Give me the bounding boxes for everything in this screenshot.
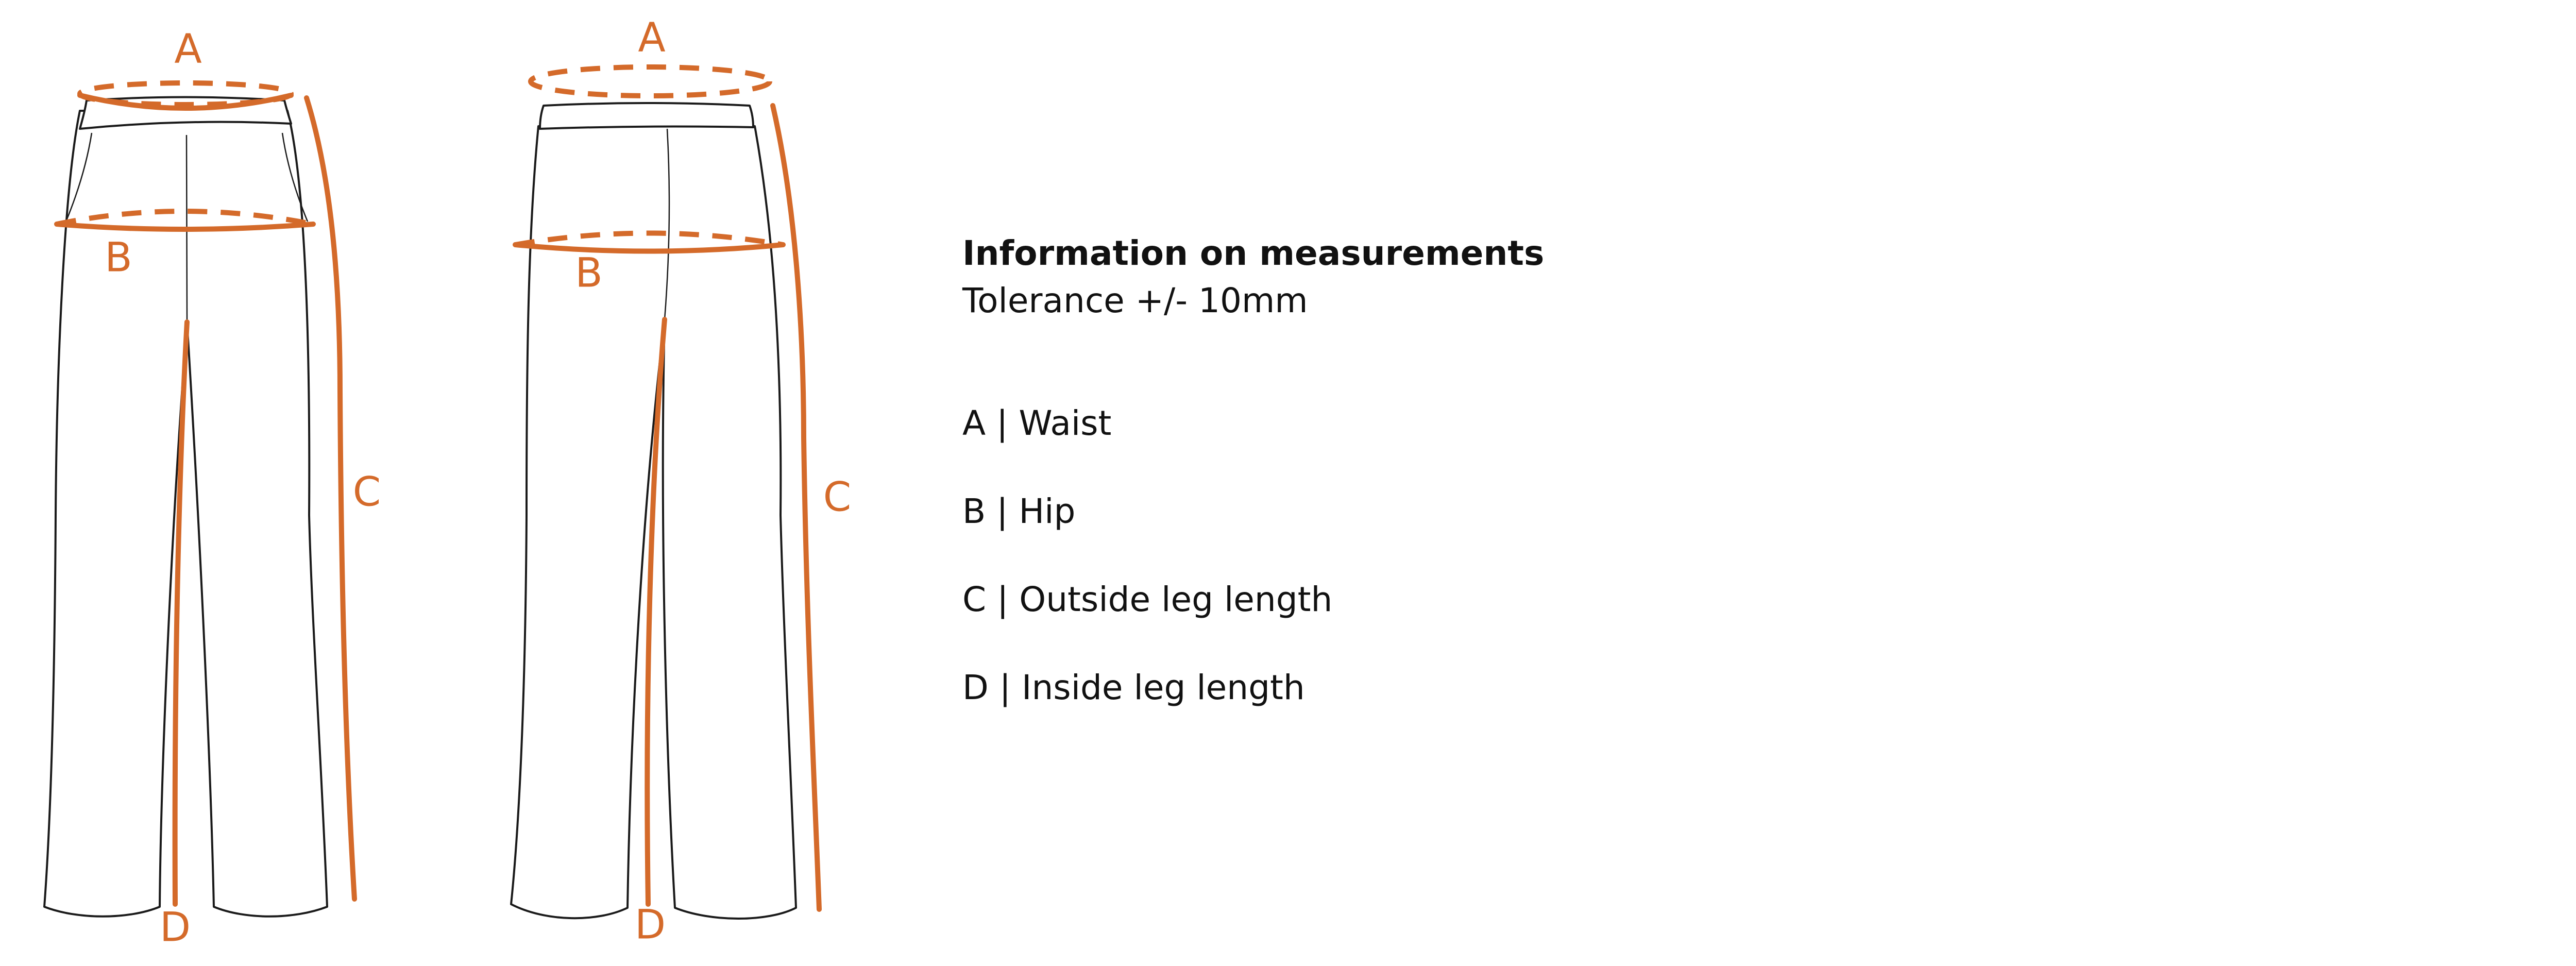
measurement-info — [962, 230, 1544, 752]
legend-item-inside-leg: D | Inside leg length — [962, 668, 1305, 707]
back-waistband — [540, 103, 753, 129]
info-tolerance: Tolerance +/- 10mm — [962, 281, 1308, 320]
back-view — [511, 14, 851, 948]
back-label-c: C — [823, 474, 852, 521]
back-label-a: A — [638, 14, 666, 61]
front-label-b: B — [105, 234, 132, 281]
front-label-c: C — [352, 469, 381, 516]
legend-item-outside-leg: C | Outside leg length — [962, 580, 1333, 619]
front-view — [44, 26, 381, 951]
measurement-legend — [962, 400, 1544, 711]
front-label-a: A — [174, 26, 202, 73]
back-label-d: D — [634, 902, 666, 948]
front-label-d: D — [159, 904, 191, 951]
back-waist-measure — [531, 67, 770, 96]
info-title: Information on measurements — [962, 233, 1545, 273]
trousers-measurement-diagram — [0, 0, 876, 966]
back-label-b: B — [575, 250, 603, 297]
legend-item-hip: B | Hip — [962, 492, 1076, 531]
legend-item-waist: A | Waist — [962, 403, 1112, 443]
